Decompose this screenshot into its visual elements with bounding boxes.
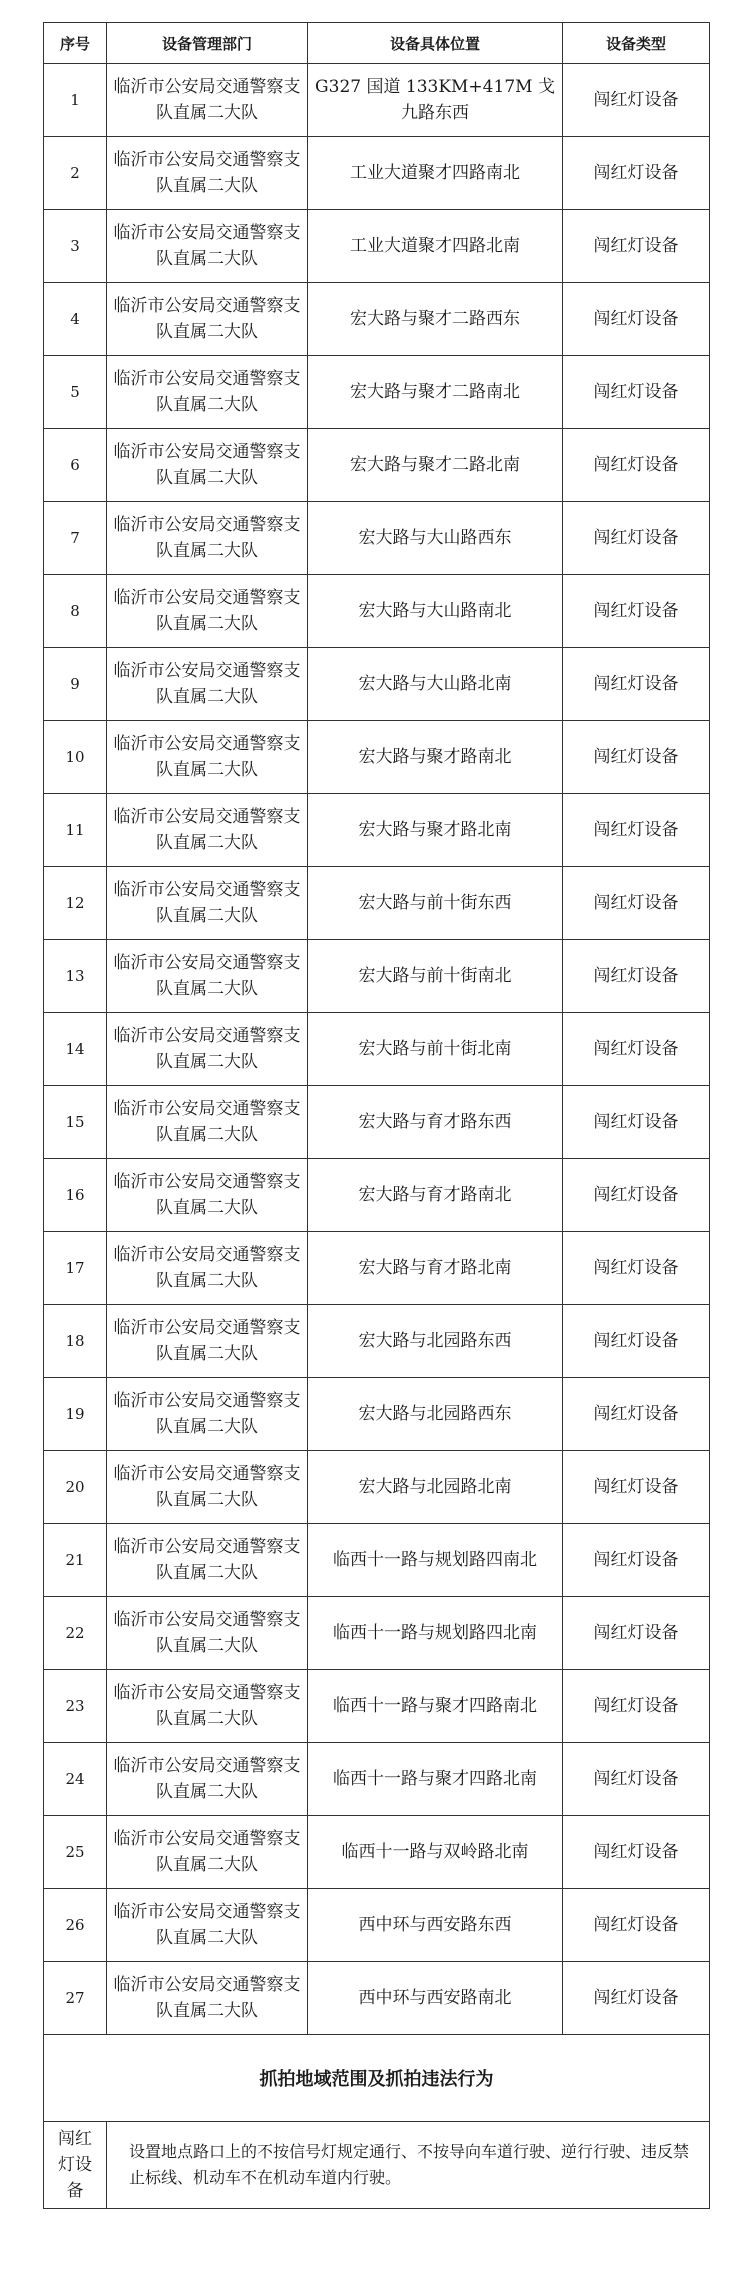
- section-title: 抓拍地域范围及抓拍违法行为: [44, 2035, 710, 2122]
- cell-no: 21: [44, 1524, 107, 1597]
- table-row: [44, 575, 710, 648]
- table-row: [44, 721, 710, 794]
- cell-location: 工业大道聚才四路南北: [308, 137, 563, 210]
- section-description: 设置地点路口上的不按信号灯规定通行、不按导向车道行驶、逆行行驶、违反禁止标线、机动车不在机动车道内行驶。: [107, 2122, 710, 2209]
- cell-location: 宏大路与育才路南北: [308, 1159, 563, 1232]
- cell-type: 闯红灯设备: [563, 502, 710, 575]
- cell-location: 宏大路与前十街东西: [308, 867, 563, 940]
- cell-dept: 临沂市公安局交通警察支队直属二大队: [107, 1524, 308, 1597]
- table-row: [44, 429, 710, 502]
- cell-dept: 临沂市公安局交通警察支队直属二大队: [107, 1378, 308, 1451]
- cell-dept: 临沂市公安局交通警察支队直属二大队: [107, 1232, 308, 1305]
- cell-location: 宏大路与育才路北南: [308, 1232, 563, 1305]
- cell-type: 闯红灯设备: [563, 721, 710, 794]
- table-row: [44, 794, 710, 867]
- cell-no: 27: [44, 1962, 107, 2035]
- cell-no: 9: [44, 648, 107, 721]
- cell-location: 临西十一路与双岭路北南: [308, 1816, 563, 1889]
- cell-no: 8: [44, 575, 107, 648]
- cell-no: 23: [44, 1670, 107, 1743]
- cell-dept: 临沂市公安局交通警察支队直属二大队: [107, 64, 308, 137]
- cell-location: 工业大道聚才四路北南: [308, 210, 563, 283]
- table-row: [44, 1962, 710, 2035]
- cell-type: 闯红灯设备: [563, 1962, 710, 2035]
- header-type: 设备类型: [563, 23, 710, 64]
- cell-dept: 临沂市公安局交通警察支队直属二大队: [107, 1816, 308, 1889]
- table-row: [44, 1743, 710, 1816]
- cell-type: 闯红灯设备: [563, 1013, 710, 1086]
- cell-dept: 临沂市公安局交通警察支队直属二大队: [107, 940, 308, 1013]
- cell-type: 闯红灯设备: [563, 1743, 710, 1816]
- table-row: [44, 1013, 710, 1086]
- section-desc-row: [44, 2122, 710, 2209]
- cell-no: 12: [44, 867, 107, 940]
- cell-no: 5: [44, 356, 107, 429]
- cell-dept: 临沂市公安局交通警察支队直属二大队: [107, 1159, 308, 1232]
- table-row: [44, 1597, 710, 1670]
- cell-dept: 临沂市公安局交通警察支队直属二大队: [107, 867, 308, 940]
- section-title-row: [44, 2035, 710, 2122]
- cell-dept: 临沂市公安局交通警察支队直属二大队: [107, 575, 308, 648]
- cell-no: 15: [44, 1086, 107, 1159]
- header-dept: 设备管理部门: [107, 23, 308, 64]
- cell-no: 25: [44, 1816, 107, 1889]
- table-row: [44, 867, 710, 940]
- cell-type: 闯红灯设备: [563, 1232, 710, 1305]
- cell-type: 闯红灯设备: [563, 64, 710, 137]
- cell-type: 闯红灯设备: [563, 794, 710, 867]
- cell-no: 11: [44, 794, 107, 867]
- cell-dept: 临沂市公安局交通警察支队直属二大队: [107, 429, 308, 502]
- cell-location: 宏大路与大山路南北: [308, 575, 563, 648]
- cell-no: 2: [44, 137, 107, 210]
- table-header-row: [44, 23, 710, 64]
- table-row: [44, 210, 710, 283]
- cell-type: 闯红灯设备: [563, 1670, 710, 1743]
- cell-no: 19: [44, 1378, 107, 1451]
- table-row: [44, 1889, 710, 1962]
- cell-type: 闯红灯设备: [563, 940, 710, 1013]
- cell-no: 24: [44, 1743, 107, 1816]
- cell-type: 闯红灯设备: [563, 1159, 710, 1232]
- cell-dept: 临沂市公安局交通警察支队直属二大队: [107, 1451, 308, 1524]
- cell-type: 闯红灯设备: [563, 648, 710, 721]
- cell-type: 闯红灯设备: [563, 1597, 710, 1670]
- cell-dept: 临沂市公安局交通警察支队直属二大队: [107, 1305, 308, 1378]
- cell-type: 闯红灯设备: [563, 137, 710, 210]
- cell-type: 闯红灯设备: [563, 210, 710, 283]
- cell-type: 闯红灯设备: [563, 867, 710, 940]
- table-row: [44, 137, 710, 210]
- cell-dept: 临沂市公安局交通警察支队直属二大队: [107, 1743, 308, 1816]
- cell-location: 宏大路与育才路东西: [308, 1086, 563, 1159]
- cell-dept: 临沂市公安局交通警察支队直属二大队: [107, 283, 308, 356]
- device-table: [43, 22, 710, 2209]
- table-row: [44, 1159, 710, 1232]
- cell-no: 1: [44, 64, 107, 137]
- cell-dept: 临沂市公安局交通警察支队直属二大队: [107, 794, 308, 867]
- cell-type: 闯红灯设备: [563, 356, 710, 429]
- cell-type: 闯红灯设备: [563, 283, 710, 356]
- cell-dept: 临沂市公安局交通警察支队直属二大队: [107, 1889, 308, 1962]
- cell-dept: 临沂市公安局交通警察支队直属二大队: [107, 721, 308, 794]
- table-row: [44, 1086, 710, 1159]
- table-row: [44, 1524, 710, 1597]
- cell-no: 18: [44, 1305, 107, 1378]
- table-row: [44, 356, 710, 429]
- cell-no: 14: [44, 1013, 107, 1086]
- cell-location: 宏大路与前十街南北: [308, 940, 563, 1013]
- cell-dept: 临沂市公安局交通警察支队直属二大队: [107, 1597, 308, 1670]
- cell-type: 闯红灯设备: [563, 1451, 710, 1524]
- table-row: [44, 1670, 710, 1743]
- cell-type: 闯红灯设备: [563, 1816, 710, 1889]
- section-label: 闯红灯设备: [44, 2122, 107, 2209]
- table-row: [44, 1816, 710, 1889]
- cell-dept: 临沂市公安局交通警察支队直属二大队: [107, 210, 308, 283]
- cell-no: 16: [44, 1159, 107, 1232]
- cell-location: 宏大路与聚才二路西东: [308, 283, 563, 356]
- cell-dept: 临沂市公安局交通警察支队直属二大队: [107, 648, 308, 721]
- table-row: [44, 1378, 710, 1451]
- header-no: 序号: [44, 23, 107, 64]
- table-row: [44, 1451, 710, 1524]
- cell-location: 西中环与西安路南北: [308, 1962, 563, 2035]
- cell-no: 17: [44, 1232, 107, 1305]
- cell-location: 宏大路与聚才二路南北: [308, 356, 563, 429]
- cell-dept: 临沂市公安局交通警察支队直属二大队: [107, 356, 308, 429]
- cell-location: 宏大路与北园路东西: [308, 1305, 563, 1378]
- table-row: [44, 1305, 710, 1378]
- cell-type: 闯红灯设备: [563, 1305, 710, 1378]
- cell-dept: 临沂市公安局交通警察支队直属二大队: [107, 1962, 308, 2035]
- cell-location: 宏大路与北园路北南: [308, 1451, 563, 1524]
- cell-location: 临西十一路与聚才四路北南: [308, 1743, 563, 1816]
- cell-location: 宏大路与聚才路南北: [308, 721, 563, 794]
- cell-no: 6: [44, 429, 107, 502]
- cell-no: 26: [44, 1889, 107, 1962]
- cell-type: 闯红灯设备: [563, 1889, 710, 1962]
- cell-no: 7: [44, 502, 107, 575]
- cell-location: 西中环与西安路东西: [308, 1889, 563, 1962]
- cell-no: 10: [44, 721, 107, 794]
- cell-type: 闯红灯设备: [563, 1086, 710, 1159]
- cell-no: 13: [44, 940, 107, 1013]
- table-row: [44, 940, 710, 1013]
- cell-location: 宏大路与前十街北南: [308, 1013, 563, 1086]
- cell-location: 宏大路与大山路西东: [308, 502, 563, 575]
- cell-dept: 临沂市公安局交通警察支队直属二大队: [107, 1670, 308, 1743]
- table-row: [44, 283, 710, 356]
- header-location: 设备具体位置: [308, 23, 563, 64]
- cell-no: 4: [44, 283, 107, 356]
- cell-type: 闯红灯设备: [563, 429, 710, 502]
- table-row: [44, 1232, 710, 1305]
- cell-type: 闯红灯设备: [563, 1524, 710, 1597]
- cell-type: 闯红灯设备: [563, 1378, 710, 1451]
- cell-location: G327 国道 133KM+417M 戈九路东西: [308, 64, 563, 137]
- table-row: [44, 648, 710, 721]
- section-block: [44, 2035, 710, 2209]
- cell-location: 宏大路与大山路北南: [308, 648, 563, 721]
- cell-location: 临西十一路与聚才四路南北: [308, 1670, 563, 1743]
- cell-dept: 临沂市公安局交通警察支队直属二大队: [107, 137, 308, 210]
- cell-dept: 临沂市公安局交通警察支队直属二大队: [107, 1013, 308, 1086]
- cell-type: 闯红灯设备: [563, 575, 710, 648]
- cell-location: 临西十一路与规划路四北南: [308, 1597, 563, 1670]
- cell-dept: 临沂市公安局交通警察支队直属二大队: [107, 502, 308, 575]
- cell-dept: 临沂市公安局交通警察支队直属二大队: [107, 1086, 308, 1159]
- cell-no: 22: [44, 1597, 107, 1670]
- table-row: [44, 64, 710, 137]
- cell-no: 20: [44, 1451, 107, 1524]
- table-body: [44, 64, 710, 2035]
- table-row: [44, 502, 710, 575]
- cell-location: 宏大路与聚才二路北南: [308, 429, 563, 502]
- cell-location: 临西十一路与规划路四南北: [308, 1524, 563, 1597]
- cell-location: 宏大路与北园路西东: [308, 1378, 563, 1451]
- cell-location: 宏大路与聚才路北南: [308, 794, 563, 867]
- cell-no: 3: [44, 210, 107, 283]
